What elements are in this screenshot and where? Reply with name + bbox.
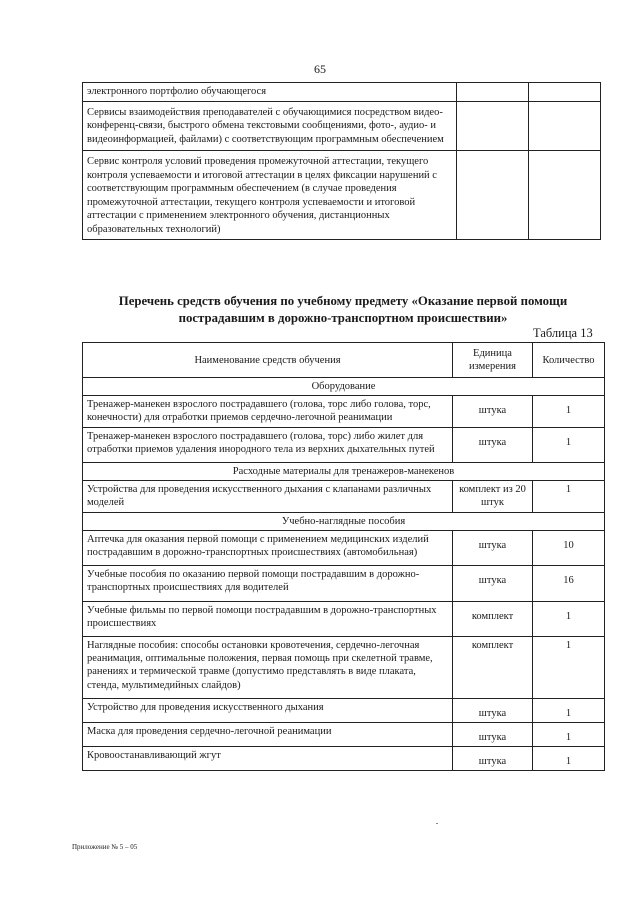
table-row [83,566,605,601]
section-title-cell: Учебно-наглядные пособия [83,512,605,530]
item-qty: 1 [533,698,605,722]
service-name-cell: Сервисы взаимодействия преподавателей с обучающимися посредством видео-конференц-связи, быстрого обмена текстовыми сообщениями, фото-, аудио- и видеоинформацией, файлами) с соответствующим программным обеспечением [83,101,457,151]
item-unit: штука [453,698,533,722]
table-row [83,747,605,771]
service-name-cell: Сервис контроля условий проведения промежуточной аттестации, текущего контроля успеваемости и итоговой аттестации в целях фиксации нарушений с соответствующим программным обеспечением (в случае проведения промежуточной аттестации, текущего контроля успеваемости и итоговой аттестации с применением электронного обучения, дистанционных образовательных технологий) [83,151,457,240]
item-name: Тренажер-манекен взрослого пострадавшего (голова, торс либо голова, торс, конечности) для отработки приемов сердечно-легочной реанимации [83,396,453,427]
item-qty: 1 [533,427,605,462]
item-unit: штука [453,530,533,565]
empty-cell [457,101,529,151]
item-qty: 10 [533,530,605,565]
training-equipment-table [82,342,605,771]
table-row [83,530,605,565]
item-unit: комплект из 20 штук [453,481,533,512]
item-qty: 1 [533,747,605,771]
item-name: Аптечка для оказания первой помощи с применением медицинских изделий пострадавшим в дорожно-транспортных происшествиях (автомобильная) [83,530,453,565]
table-row [83,637,605,699]
item-name: Наглядные пособия: способы остановки кровотечения, сердечно-легочная реанимация, оптимальные положения, первая помощь при скелетной травме, ранениях и термической травме (допустимо представлять в виде плаката, стенда, мультимедийных слайдов) [83,637,453,699]
section-title-cell: Расходные материалы для тренажеров-манекенов [83,463,605,481]
table-label: Таблица 13 [533,326,593,340]
table-row [83,396,605,427]
section-title-cell: Оборудование [83,378,605,396]
item-unit: штука [453,427,533,462]
item-name: Кровоостанавливающий жгут [83,747,453,771]
empty-cell [457,83,529,102]
service-name-cell: электронного портфолио обучающегося [83,83,457,102]
scan-speck [436,823,438,824]
digital-services-table [82,82,601,240]
table-row [83,481,605,512]
table-row [83,601,605,636]
item-qty: 1 [533,637,605,699]
item-qty: 1 [533,601,605,636]
section-row [83,463,605,481]
table-row [83,427,605,462]
item-unit: штука [453,566,533,601]
item-name: Устройство для проведения искусственного дыхания [83,698,453,722]
item-name: Устройства для проведения искусственного дыхания с клапанами различных моделей [83,481,453,512]
table-row [83,698,605,722]
header-name: Наименование средств обучения [83,343,453,378]
footer-note: Приложение № 5 – 05 [72,843,138,851]
page-number: 65 [314,62,326,76]
header-unit: Единица измерения [453,343,533,378]
item-unit: штука [453,723,533,747]
item-qty: 1 [533,481,605,512]
item-name: Маска для проведения сердечно-легочной реанимации [83,723,453,747]
item-name: Учебные пособия по оказанию первой помощи пострадавшим в дорожно-транспортных происшествиях для водителей [83,566,453,601]
table-row [83,723,605,747]
item-qty: 1 [533,396,605,427]
table-row [83,83,601,102]
header-qty: Количество [533,343,605,378]
table-row [83,101,601,151]
item-unit: штука [453,396,533,427]
empty-cell [529,101,601,151]
empty-cell [529,83,601,102]
item-name: Тренажер-манекен взрослого пострадавшего (голова, торс) либо жилет для отработки приемов удаления инородного тела из верхних дыхательных путей [83,427,453,462]
item-name: Учебные фильмы по первой помощи пострадавшим в дорожно-транспортных происшествиях [83,601,453,636]
item-unit: штука [453,747,533,771]
table-row [83,151,601,240]
section-title: Перечень средств обучения по учебному предмету «Оказание первой помощи пострадавшим в дорожно-транспортном происшествии» [118,294,568,325]
empty-cell [457,151,529,240]
item-unit: комплект [453,601,533,636]
item-qty: 1 [533,723,605,747]
header-row [83,343,605,378]
section-row [83,512,605,530]
section-row [83,378,605,396]
empty-cell [529,151,601,240]
item-unit: комплект [453,637,533,699]
item-qty: 16 [533,566,605,601]
